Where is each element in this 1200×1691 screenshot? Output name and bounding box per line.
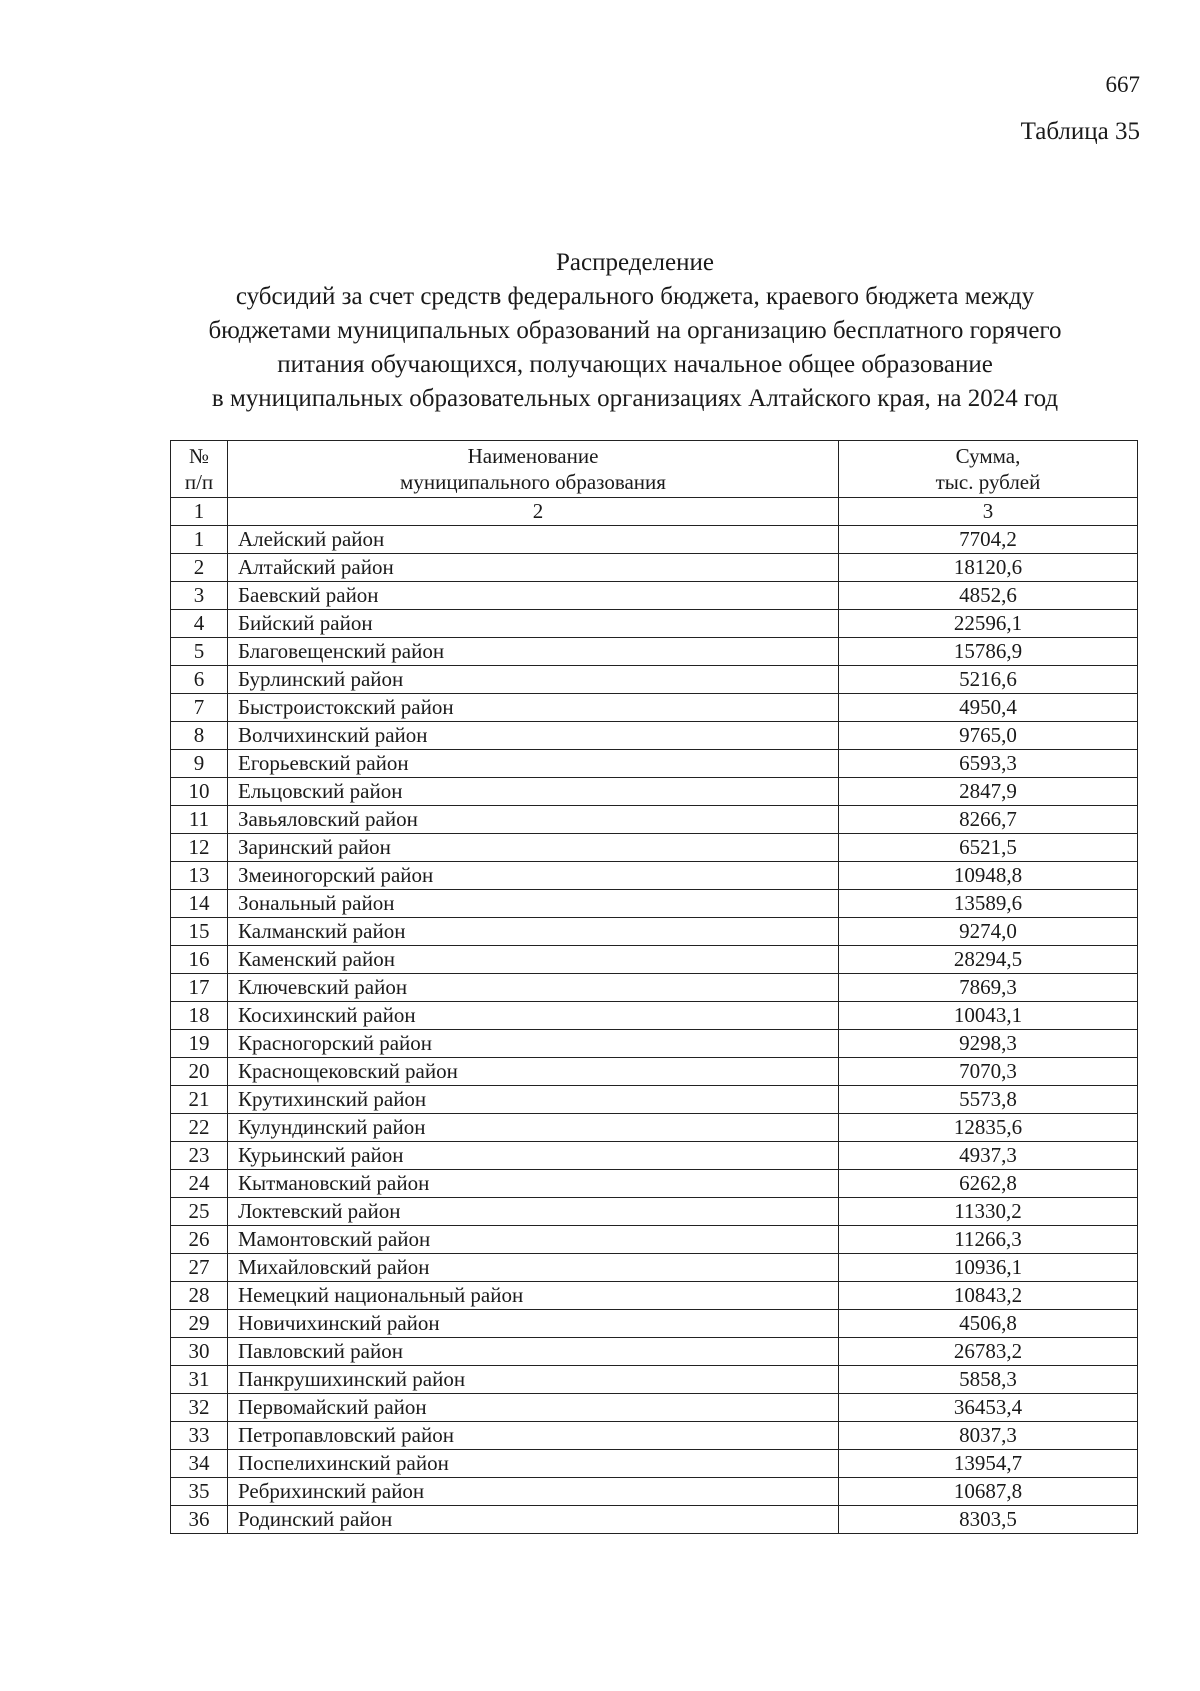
subsidy-amount: 10948,8 <box>839 862 1138 890</box>
row-number: 1 <box>171 526 228 554</box>
row-number: 3 <box>171 582 228 610</box>
title-line: субсидий за счет средств федерального бюджета, краевого бюджета между <box>235 283 1035 310</box>
row-number: 31 <box>171 1366 228 1394</box>
subsidy-amount: 5216,6 <box>839 666 1138 694</box>
municipality-name: Быстроистокский район <box>228 694 839 722</box>
municipality-name: Змеиногорский район <box>228 862 839 890</box>
municipality-name: Ребрихинский район <box>228 1478 839 1506</box>
row-number: 23 <box>171 1142 228 1170</box>
subsidy-amount: 36453,4 <box>839 1394 1138 1422</box>
row-number: 13 <box>171 862 228 890</box>
subsidy-amount: 2847,9 <box>839 778 1138 806</box>
municipality-name: Красногорский район <box>228 1030 839 1058</box>
table-row <box>171 1058 1138 1086</box>
header-number <box>171 441 228 498</box>
municipality-name: Бийский район <box>228 610 839 638</box>
table-row <box>171 862 1138 890</box>
header-sum <box>839 441 1138 498</box>
table-row <box>171 1114 1138 1142</box>
subsidy-amount: 4950,4 <box>839 694 1138 722</box>
row-number: 28 <box>171 1282 228 1310</box>
table-row <box>171 1394 1138 1422</box>
subsidy-amount: 6521,5 <box>839 834 1138 862</box>
municipality-name: Мамонтовский район <box>228 1226 839 1254</box>
header-number-line1: № <box>188 444 210 468</box>
table-row <box>171 694 1138 722</box>
table-row <box>171 890 1138 918</box>
row-number: 5 <box>171 638 228 666</box>
municipality-name: Михайловский район <box>228 1254 839 1282</box>
table-row <box>171 1310 1138 1338</box>
municipality-name: Егорьевский район <box>228 750 839 778</box>
municipality-name: Алтайский район <box>228 554 839 582</box>
row-number: 4 <box>171 610 228 638</box>
row-number: 11 <box>171 806 228 834</box>
row-number: 33 <box>171 1422 228 1450</box>
table-row <box>171 722 1138 750</box>
municipality-name: Локтевский район <box>228 1198 839 1226</box>
subsidy-amount: 4852,6 <box>839 582 1138 610</box>
row-number: 36 <box>171 1506 228 1534</box>
table-row <box>171 778 1138 806</box>
municipality-name: Поспелихинский район <box>228 1450 839 1478</box>
table-row <box>171 1422 1138 1450</box>
header-sum-line1: Сумма, <box>955 444 1021 468</box>
municipality-name: Немецкий национальный район <box>228 1282 839 1310</box>
table-row <box>171 638 1138 666</box>
table-row <box>171 1338 1138 1366</box>
row-number: 35 <box>171 1478 228 1506</box>
municipality-name: Баевский район <box>228 582 839 610</box>
subsidy-amount: 13589,6 <box>839 890 1138 918</box>
row-number: 21 <box>171 1086 228 1114</box>
municipality-name: Завьяловский район <box>228 806 839 834</box>
subsidy-amount: 9298,3 <box>839 1030 1138 1058</box>
row-number: 20 <box>171 1058 228 1086</box>
subsidy-amount: 28294,5 <box>839 946 1138 974</box>
header-sum-line2: тыс. рублей <box>935 470 1041 494</box>
subsidy-amount: 12835,6 <box>839 1114 1138 1142</box>
title-line: бюджетами муниципальных образований на организацию бесплатного горячего <box>208 317 1062 344</box>
subsidy-amount: 9274,0 <box>839 918 1138 946</box>
municipality-name: Заринский район <box>228 834 839 862</box>
title-line: в муниципальных образовательных организациях Алтайского края, на 2024 год <box>211 385 1059 412</box>
row-number: 18 <box>171 1002 228 1030</box>
table-row <box>171 1366 1138 1394</box>
municipality-name: Кытмановский район <box>228 1170 839 1198</box>
row-number: 2 <box>171 554 228 582</box>
page-number: 667 <box>1105 72 1140 97</box>
subsidy-amount: 11330,2 <box>839 1198 1138 1226</box>
subsidy-amount: 10843,2 <box>839 1282 1138 1310</box>
table-row <box>171 1086 1138 1114</box>
municipality-name: Павловский район <box>228 1338 839 1366</box>
subsidy-table <box>170 440 1138 1534</box>
subsidy-amount: 7869,3 <box>839 974 1138 1002</box>
document-title <box>150 246 1120 416</box>
subsidy-amount: 4937,3 <box>839 1142 1138 1170</box>
municipality-name: Первомайский район <box>228 1394 839 1422</box>
municipality-name: Благовещенский район <box>228 638 839 666</box>
row-number: 32 <box>171 1394 228 1422</box>
title-line: питания обучающихся, получающих начальное общее образование <box>277 351 993 378</box>
row-number: 10 <box>171 778 228 806</box>
header-name <box>228 441 839 498</box>
table-row <box>171 1506 1138 1534</box>
subsidy-amount: 10936,1 <box>839 1254 1138 1282</box>
subsidy-amount: 7070,3 <box>839 1058 1138 1086</box>
municipality-name: Краснощековский район <box>228 1058 839 1086</box>
row-number: 24 <box>171 1170 228 1198</box>
row-number: 6 <box>171 666 228 694</box>
subsidy-amount: 6262,8 <box>839 1170 1138 1198</box>
subsidy-amount: 11266,3 <box>839 1226 1138 1254</box>
row-number: 19 <box>171 1030 228 1058</box>
subsidy-amount: 15786,9 <box>839 638 1138 666</box>
column-number: 3 <box>839 498 1138 526</box>
row-number: 22 <box>171 1114 228 1142</box>
row-number: 8 <box>171 722 228 750</box>
municipality-name: Ельцовский район <box>228 778 839 806</box>
header-name-line2: муниципального образования <box>400 470 666 494</box>
municipality-name: Косихинский район <box>228 1002 839 1030</box>
subsidy-amount: 5858,3 <box>839 1366 1138 1394</box>
subsidy-amount: 7704,2 <box>839 526 1138 554</box>
municipality-name: Калманский район <box>228 918 839 946</box>
table-row <box>171 582 1138 610</box>
row-number: 7 <box>171 694 228 722</box>
row-number: 12 <box>171 834 228 862</box>
row-number: 26 <box>171 1226 228 1254</box>
table-body <box>171 526 1138 1534</box>
subsidy-amount: 9765,0 <box>839 722 1138 750</box>
subsidy-amount: 26783,2 <box>839 1338 1138 1366</box>
table-label: Таблица 35 <box>1020 118 1140 145</box>
row-number: 29 <box>171 1310 228 1338</box>
municipality-name: Новичихинский район <box>228 1310 839 1338</box>
title-line: Распределение <box>556 249 714 276</box>
subsidy-amount: 22596,1 <box>839 610 1138 638</box>
table-row <box>171 1030 1138 1058</box>
table-row <box>171 1478 1138 1506</box>
table-row <box>171 1142 1138 1170</box>
table-row <box>171 1254 1138 1282</box>
municipality-name: Петропавловский район <box>228 1422 839 1450</box>
subsidy-amount: 10043,1 <box>839 1002 1138 1030</box>
row-number: 16 <box>171 946 228 974</box>
subsidy-amount: 8266,7 <box>839 806 1138 834</box>
table-header-row <box>171 441 1138 498</box>
municipality-name: Родинский район <box>228 1506 839 1534</box>
municipality-name: Крутихинский район <box>228 1086 839 1114</box>
subsidy-amount: 6593,3 <box>839 750 1138 778</box>
row-number: 34 <box>171 1450 228 1478</box>
municipality-name: Волчихинский район <box>228 722 839 750</box>
table-row <box>171 526 1138 554</box>
municipality-name: Панкрушихинский район <box>228 1366 839 1394</box>
subsidy-amount: 13954,7 <box>839 1450 1138 1478</box>
table-row <box>171 750 1138 778</box>
row-number: 9 <box>171 750 228 778</box>
row-number: 14 <box>171 890 228 918</box>
municipality-name: Ключевский район <box>228 974 839 1002</box>
row-number: 25 <box>171 1198 228 1226</box>
table-row <box>171 610 1138 638</box>
subsidy-amount: 5573,8 <box>839 1086 1138 1114</box>
table-row <box>171 554 1138 582</box>
table-row <box>171 1002 1138 1030</box>
row-number: 15 <box>171 918 228 946</box>
column-number: 1 <box>171 498 228 526</box>
table-row <box>171 1450 1138 1478</box>
municipality-name: Зональный район <box>228 890 839 918</box>
subsidy-amount: 8303,5 <box>839 1506 1138 1534</box>
subsidy-amount: 4506,8 <box>839 1310 1138 1338</box>
table-row <box>171 918 1138 946</box>
table-row <box>171 1198 1138 1226</box>
municipality-name: Курьинский район <box>228 1142 839 1170</box>
subsidy-amount: 8037,3 <box>839 1422 1138 1450</box>
table-row <box>171 1170 1138 1198</box>
table-row <box>171 974 1138 1002</box>
table-row <box>171 806 1138 834</box>
row-number: 30 <box>171 1338 228 1366</box>
header-name-line1: Наименование <box>467 444 599 468</box>
column-number: 2 <box>228 498 839 526</box>
table-row <box>171 946 1138 974</box>
municipality-name: Каменский район <box>228 946 839 974</box>
row-number: 17 <box>171 974 228 1002</box>
table-row <box>171 834 1138 862</box>
table-row <box>171 1226 1138 1254</box>
column-number-row <box>171 498 1138 526</box>
table-row <box>171 666 1138 694</box>
header-number-line2: п/п <box>184 470 214 494</box>
subsidy-amount: 10687,8 <box>839 1478 1138 1506</box>
municipality-name: Алейский район <box>228 526 839 554</box>
table-row <box>171 1282 1138 1310</box>
subsidy-amount: 18120,6 <box>839 554 1138 582</box>
row-number: 27 <box>171 1254 228 1282</box>
municipality-name: Кулундинский район <box>228 1114 839 1142</box>
municipality-name: Бурлинский район <box>228 666 839 694</box>
